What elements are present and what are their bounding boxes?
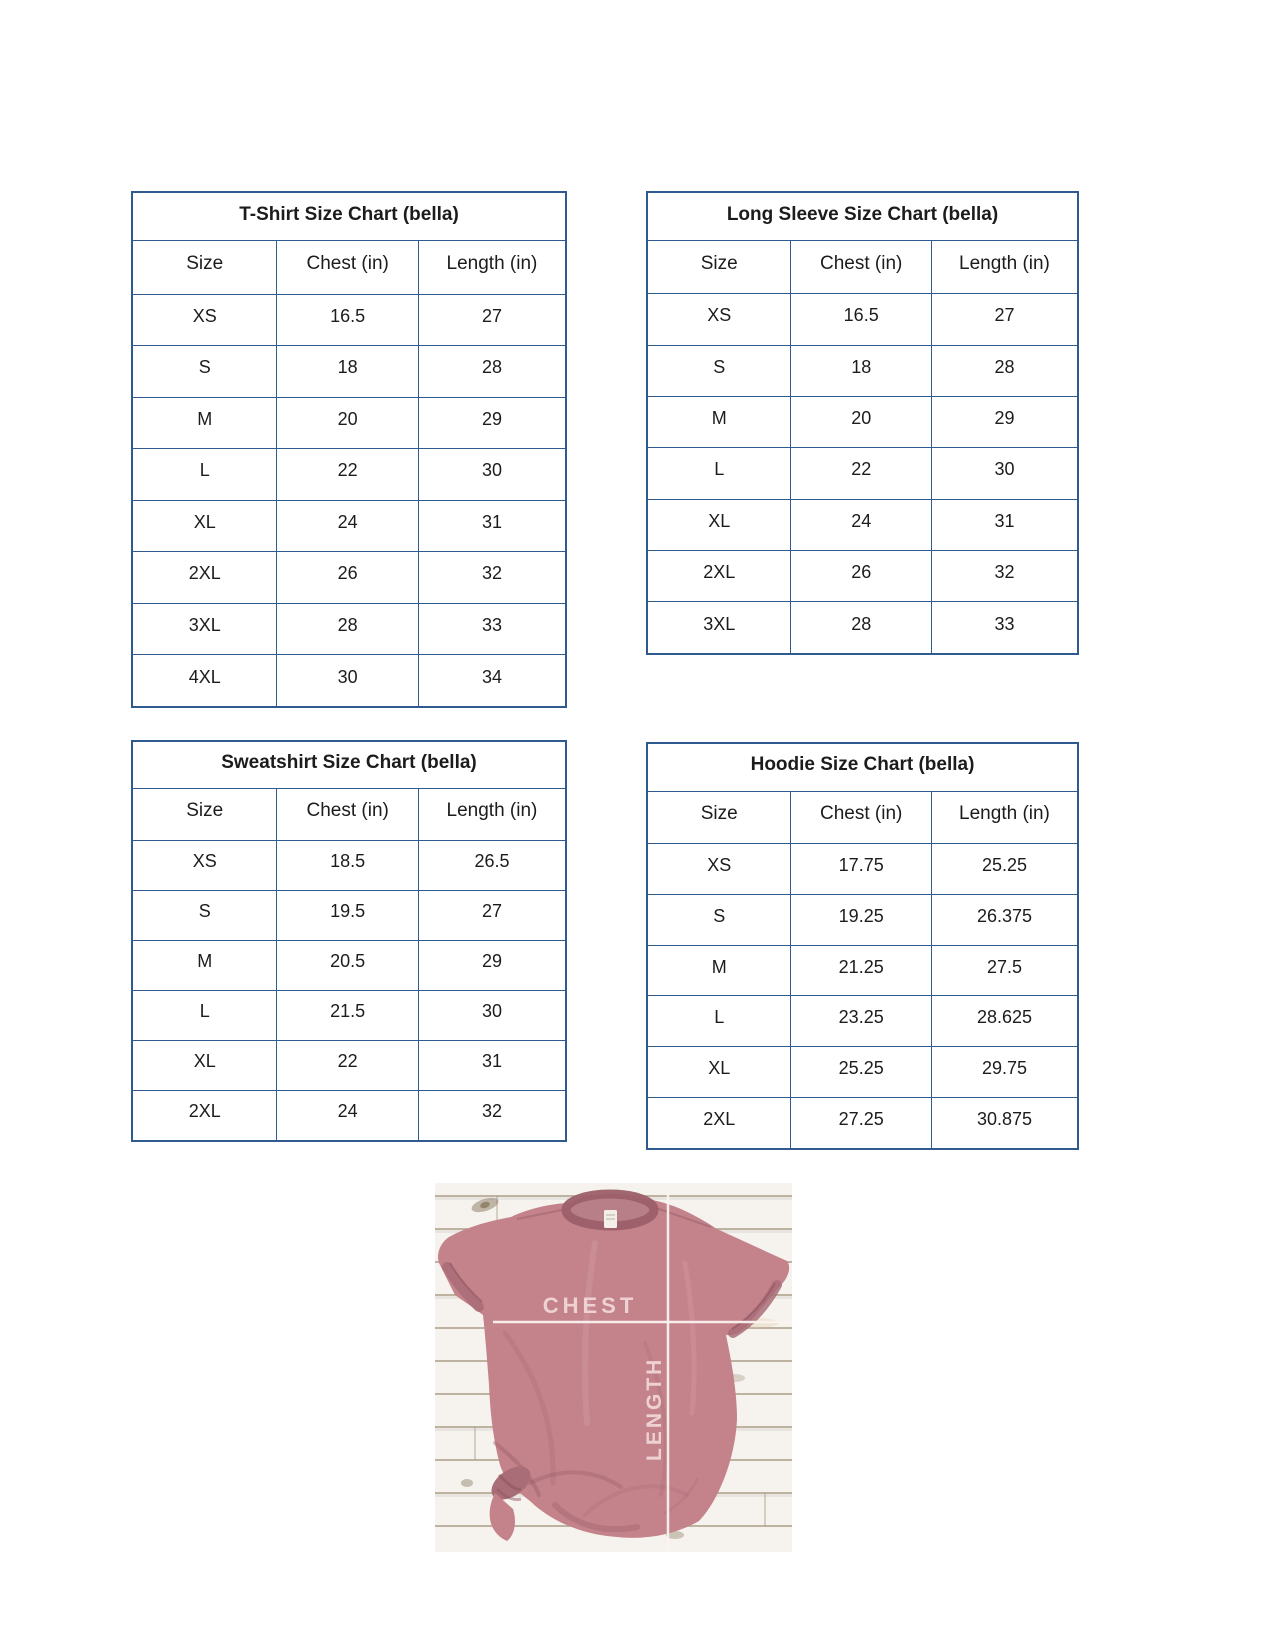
table-row (647, 1047, 1078, 1098)
length-cell: 30 (931, 448, 1078, 499)
chest-label: CHEST (542, 1293, 638, 1318)
table-row (132, 990, 566, 1040)
table-row (132, 294, 566, 346)
table-title-row (132, 741, 566, 788)
size-cell: 2XL (647, 1097, 791, 1149)
length-cell: 33 (418, 603, 566, 655)
chest-cell: 28 (791, 602, 932, 654)
table-header-row (132, 788, 566, 840)
size-cell: 3XL (132, 603, 277, 655)
long-sleeve-size-chart (646, 191, 1079, 655)
chest-cell: 24 (277, 1090, 418, 1141)
table-header-row (132, 241, 566, 294)
table-row (132, 397, 566, 449)
chest-cell: 17.75 (791, 844, 932, 895)
table-row (132, 1040, 566, 1090)
table-row (132, 500, 566, 552)
chest-cell: 18.5 (277, 840, 418, 890)
length-cell: 26.375 (931, 894, 1078, 945)
table-header-row (647, 791, 1078, 844)
column-header: Length (in) (418, 241, 566, 294)
chest-cell: 25.25 (791, 1047, 932, 1098)
table-row (132, 940, 566, 990)
table-row (132, 449, 566, 501)
table-row (647, 996, 1078, 1047)
chest-cell: 22 (277, 449, 418, 501)
length-cell: 33 (931, 602, 1078, 654)
column-header: Chest (in) (277, 241, 418, 294)
chest-cell: 24 (791, 499, 932, 550)
table-title: T-Shirt Size Chart (bella) (132, 192, 566, 241)
table-row (647, 602, 1078, 654)
chest-cell: 21.25 (791, 945, 932, 996)
table-title-row (132, 192, 566, 241)
length-cell: 27 (418, 890, 566, 940)
size-cell: L (132, 449, 277, 501)
size-cell: 2XL (647, 550, 791, 601)
hoodie-size-chart (646, 742, 1079, 1150)
length-cell: 27 (418, 294, 566, 346)
table-title: Sweatshirt Size Chart (bella) (132, 741, 566, 788)
table-row (647, 294, 1078, 345)
table-row (647, 396, 1078, 447)
table-row (647, 499, 1078, 550)
size-table-tshirt (131, 191, 567, 708)
column-header: Size (132, 788, 277, 840)
length-cell: 27.5 (931, 945, 1078, 996)
chest-cell: 18 (277, 346, 418, 398)
table-row (647, 844, 1078, 895)
size-cell: L (132, 990, 277, 1040)
size-cell: XS (647, 294, 791, 345)
measurement-diagram (435, 1183, 792, 1552)
column-header: Chest (in) (277, 788, 418, 840)
length-cell: 29 (418, 940, 566, 990)
size-cell: L (647, 996, 791, 1047)
length-cell: 25.25 (931, 844, 1078, 895)
table-row (132, 890, 566, 940)
table-header-row (647, 241, 1078, 294)
table-row (647, 448, 1078, 499)
column-header: Length (in) (931, 791, 1078, 844)
table-row (647, 345, 1078, 396)
column-header: Size (647, 241, 791, 294)
length-cell: 31 (931, 499, 1078, 550)
size-cell: M (647, 945, 791, 996)
table-row (132, 603, 566, 655)
column-header: Length (in) (418, 788, 566, 840)
length-label: LENGTH (643, 1356, 666, 1461)
table-row (647, 945, 1078, 996)
chest-cell: 18 (791, 345, 932, 396)
size-cell: S (132, 346, 277, 398)
length-cell: 29.75 (931, 1047, 1078, 1098)
size-cell: S (647, 894, 791, 945)
size-table-long-sleeve (646, 191, 1079, 655)
table-row (132, 1090, 566, 1141)
chest-cell: 19.5 (277, 890, 418, 940)
table-row (132, 552, 566, 604)
column-header: Chest (in) (791, 241, 932, 294)
chest-cell: 28 (277, 603, 418, 655)
length-cell: 30 (418, 990, 566, 1040)
size-cell: S (647, 345, 791, 396)
size-cell: S (132, 890, 277, 940)
chest-cell: 20.5 (277, 940, 418, 990)
table-title: Long Sleeve Size Chart (bella) (647, 192, 1078, 241)
shirt-measurement-photo (435, 1183, 792, 1552)
table-row (647, 894, 1078, 945)
length-cell: 29 (418, 397, 566, 449)
size-cell: XS (132, 294, 277, 346)
table-row (132, 840, 566, 890)
chest-cell: 23.25 (791, 996, 932, 1047)
chest-cell: 27.25 (791, 1097, 932, 1149)
length-cell: 28 (418, 346, 566, 398)
length-cell: 28.625 (931, 996, 1078, 1047)
length-cell: 30 (418, 449, 566, 501)
length-cell: 34 (418, 655, 566, 707)
length-cell: 27 (931, 294, 1078, 345)
table-row (647, 550, 1078, 601)
collar (566, 1194, 654, 1228)
chest-cell: 26 (791, 550, 932, 601)
chest-cell: 16.5 (277, 294, 418, 346)
length-cell: 31 (418, 500, 566, 552)
size-cell: 2XL (132, 552, 277, 604)
table-title: Hoodie Size Chart (bella) (647, 743, 1078, 791)
length-cell: 26.5 (418, 840, 566, 890)
size-cell: M (132, 940, 277, 990)
chest-cell: 20 (791, 396, 932, 447)
size-cell: L (647, 448, 791, 499)
size-cell: 3XL (647, 602, 791, 654)
sweatshirt-size-chart (131, 740, 567, 1142)
size-table-hoodie (646, 742, 1079, 1150)
table-title-row (647, 743, 1078, 791)
chest-cell: 19.25 (791, 894, 932, 945)
column-header: Chest (in) (791, 791, 932, 844)
chest-cell: 22 (277, 1040, 418, 1090)
length-cell: 32 (418, 552, 566, 604)
column-header: Length (in) (931, 241, 1078, 294)
length-cell: 32 (418, 1090, 566, 1141)
size-cell: XS (647, 844, 791, 895)
table-row (132, 346, 566, 398)
size-cell: XL (132, 500, 277, 552)
column-header: Size (647, 791, 791, 844)
table-row (647, 1097, 1078, 1149)
size-cell: M (132, 397, 277, 449)
tshirt-size-chart (131, 191, 567, 708)
size-table-sweatshirt (131, 740, 567, 1142)
length-cell: 29 (931, 396, 1078, 447)
size-cell: XS (132, 840, 277, 890)
chest-cell: 26 (277, 552, 418, 604)
length-cell: 30.875 (931, 1097, 1078, 1149)
table-row (132, 655, 566, 707)
size-cell: 4XL (132, 655, 277, 707)
chest-cell: 20 (277, 397, 418, 449)
length-cell: 28 (931, 345, 1078, 396)
length-cell: 32 (931, 550, 1078, 601)
length-cell: 31 (418, 1040, 566, 1090)
table-title-row (647, 192, 1078, 241)
chest-cell: 30 (277, 655, 418, 707)
size-cell: XL (647, 1047, 791, 1098)
chest-cell: 24 (277, 500, 418, 552)
size-cell: 2XL (132, 1090, 277, 1141)
chest-cell: 16.5 (791, 294, 932, 345)
size-cell: XL (647, 499, 791, 550)
column-header: Size (132, 241, 277, 294)
chest-cell: 21.5 (277, 990, 418, 1040)
chest-cell: 22 (791, 448, 932, 499)
size-cell: XL (132, 1040, 277, 1090)
size-cell: M (647, 396, 791, 447)
